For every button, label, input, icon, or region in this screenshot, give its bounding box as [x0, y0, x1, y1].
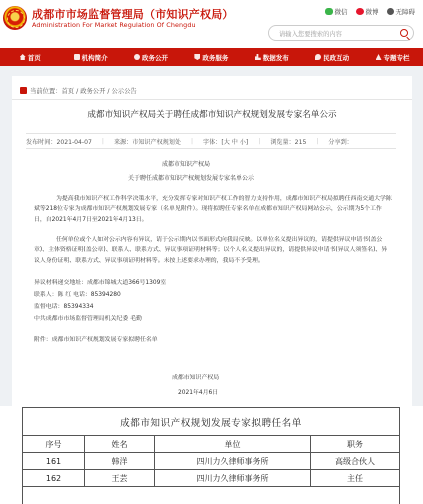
search-placeholder: 请输入您要搜索的内容	[279, 31, 342, 38]
publish-date: 发布时间：2021-04-07	[26, 138, 92, 146]
table-cell: 四川力久律师事务所	[155, 453, 311, 469]
supervisor: 中共成都市市场监督管理局机关纪委 毛勤	[34, 316, 142, 322]
interact-icon	[315, 54, 321, 60]
site-header	[0, 0, 423, 44]
attachment-link[interactable]: 附件：成都市知识产权规划发展专家拟聘任名单	[34, 337, 158, 343]
accessibility-link[interactable]: 无障碍	[387, 7, 416, 16]
header-cell: 姓名	[85, 436, 155, 452]
table-row	[23, 453, 399, 470]
table-cell: 162	[23, 470, 85, 486]
article-title: 成都市知识产权局关于聘任成都市知识产权规划发展专家名单公示	[87, 110, 337, 120]
nav-item-data[interactable]: 数据发布	[242, 48, 302, 66]
nav-item-about[interactable]: 机构简介	[60, 48, 120, 66]
nav-item-gov-open[interactable]: 政务公开	[121, 48, 181, 66]
table-row	[23, 470, 399, 487]
nav-item-gov-service[interactable]: 政务服务	[181, 48, 241, 66]
divider	[12, 99, 412, 100]
contact-address: 异议材料递交地址：成都市锦城大道366号1309室	[34, 280, 167, 286]
home-icon	[20, 54, 26, 60]
paragraph-2: 任何单位或个人如对公示内容有异议，请于公示期内以书面形式向我局反映。以单位名义提出异议的，请提供异议申请书(盖公章)、主体资格证明(盖公章)、联系人、联系方式、异议事项证明材料等；以个人名义提出异议的，请提供异议申请书(异议人须签名)、异议人身份证明、联系方式、异议事项证明材料等。未按上述要求办理的，我局不予受理。	[34, 237, 388, 264]
table-title: 成都市知识产权规划发展专家拟聘任名单	[23, 408, 399, 436]
nav-item-home[interactable]: 首页	[0, 48, 60, 66]
article-card	[12, 76, 412, 406]
paragraph-1: 为提高我市知识产权工作科学决策水平，充分发挥专家对知识产权工作的智力支持作用，成都市知识产权局拟聘任西南交通大学陈斌等218位专家为成都市知识产权规划发展专家（名单见附件）。现将拟聘任专家名单在成都市知识产权局网站公示，公示期为5个工作日，自2021年4月7日至2021年4月13日。	[34, 196, 392, 223]
breadcrumb[interactable]: 当前位置：首页 / 政务公开 / 公示公告	[20, 86, 137, 95]
signature-date: 2021年4月6日	[178, 390, 219, 396]
supervise-phone: 监督电话：85394334	[34, 304, 94, 310]
social-links	[325, 7, 416, 16]
notice-heading: 关于聘任成都市知识产权规划发展专家名单公示	[128, 175, 255, 182]
nav-item-topics[interactable]: 专题专栏	[362, 48, 422, 66]
emblem-logo-icon[interactable]	[3, 6, 27, 30]
font-size-control[interactable]: 字体：[大 中 小]	[203, 138, 249, 146]
search-input[interactable]	[268, 25, 414, 41]
table-cell: 四川力久律师事务所	[155, 470, 311, 486]
nav-item-interact[interactable]: 民政互动	[302, 48, 362, 66]
service-icon	[194, 54, 200, 60]
table-cell: 高级合伙人	[335, 456, 375, 466]
content-area	[0, 66, 423, 406]
signature-org: 成都市知识产权局	[172, 375, 220, 381]
accessibility-icon	[387, 8, 394, 15]
table-cell: 主任	[347, 473, 363, 483]
share-link[interactable]: 分享到：	[328, 138, 353, 146]
header-cell: 单位	[155, 436, 311, 452]
weibo-link[interactable]: 微博	[356, 7, 379, 16]
location-icon	[20, 87, 27, 94]
article-source: 来源：市知识产权规划处	[113, 138, 181, 146]
main-nav	[0, 48, 423, 66]
header-cell: 序号	[23, 436, 85, 452]
view-count: 浏览量：215	[270, 138, 307, 146]
appointment-table	[22, 407, 400, 504]
table-header-row	[23, 436, 399, 453]
news-icon	[74, 54, 80, 60]
data-icon	[255, 54, 261, 60]
header-cell: 职务	[347, 439, 363, 449]
article-meta: 发布时间：2021-04-07 | 来源：市知识产权规划处 | 字体：[大 中 小] | 浏览量：215 | 分享到：	[26, 133, 396, 149]
weibo-icon	[356, 8, 364, 15]
site-subtitle: Administration For Market Regulation Of Chengdu	[32, 21, 196, 29]
table-cell: 161	[23, 453, 85, 469]
site-title[interactable]: 成都市市场监督管理局（市知识产权局）	[32, 8, 234, 21]
table-cell: 韩洋	[85, 453, 155, 469]
wechat-link[interactable]: 微信	[325, 7, 348, 16]
table-cell: 王芸	[85, 470, 155, 486]
theme-icon	[376, 54, 382, 60]
gov-icon	[134, 54, 140, 60]
issuing-org: 成都市知识产权局	[162, 161, 211, 168]
contact-person: 联系人：陈 红 电话：85394280	[34, 292, 121, 298]
search-icon[interactable]	[400, 29, 408, 37]
wechat-icon	[325, 8, 333, 15]
